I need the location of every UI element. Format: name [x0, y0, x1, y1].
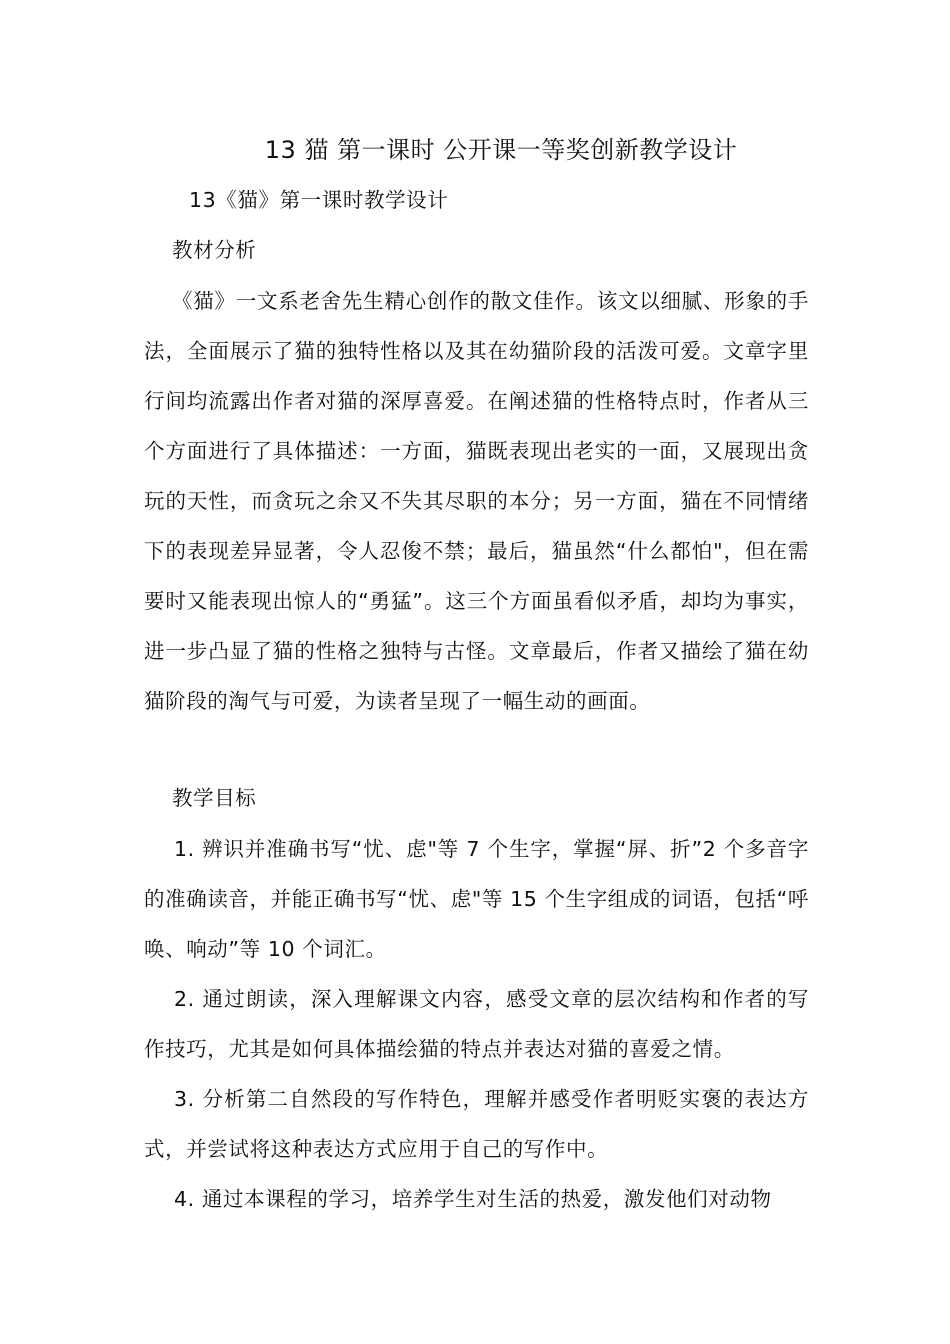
goal-item-1: 1. 辨识并准确书写“忧、虑"等 7 个生字，掌握“屏、折”2 个多音字的准确读音，并能正确书写“忧、虑"等 15 个生字组成的词语，包括“呼唤、响动”等 10 个词汇。: [144, 837, 809, 961]
section-heading-analysis: 教材分析: [172, 238, 257, 262]
goal-item-3: 3. 分析第二自然段的写作特色，理解并感受作者明贬实褒的表达方式，并尝试将这种表达方式应用于自己的写作中。: [144, 1087, 809, 1161]
goal-item-2: 2. 通过朗读，深入理解课文内容，感受文章的层次结构和作者的写作技巧，尤其是如何具体描绘猫的特点并表达对猫的喜爱之情。: [144, 987, 809, 1061]
section-heading-goals: 教学目标: [172, 786, 257, 810]
goal-item-4: 4. 通过本课程的学习，培养学生对生活的热爱，激发他们对动物: [174, 1187, 772, 1211]
analysis-paragraph: 《猫》一文系老舍先生精心创作的散文佳作。该文以细腻、形象的手法，全面展示了猫的独特性格以及其在幼猫阶段的活泼可爱。文章字里行间均流露出作者对猫的深厚喜爱。在阐述猫的性格特点时，作者从三个方面进行了具体描述：一方面，猫既表现出老实的一面，又展现出贪玩的天性，而贪玩之余又不失其尽职的本分；另一方面，猫在不同情绪下的表现差异显著，令人忍俊不禁；最后，猫虽然“什么都怕"，但在需要时又能表现出惊人的“勇猛”。这三个方面虽看似矛盾，却均为事实，进一步凸显了猫的性格之独特与古怪。文章最后，作者又描绘了猫在幼猫阶段的淘气与可爱，为读者呈现了一幅生动的画面。: [144, 289, 809, 713]
document-title: 13 猫 第一课时 公开课一等奖创新教学设计: [264, 136, 738, 164]
lesson-subtitle: 13《猫》第一课时教学设计: [189, 188, 449, 212]
